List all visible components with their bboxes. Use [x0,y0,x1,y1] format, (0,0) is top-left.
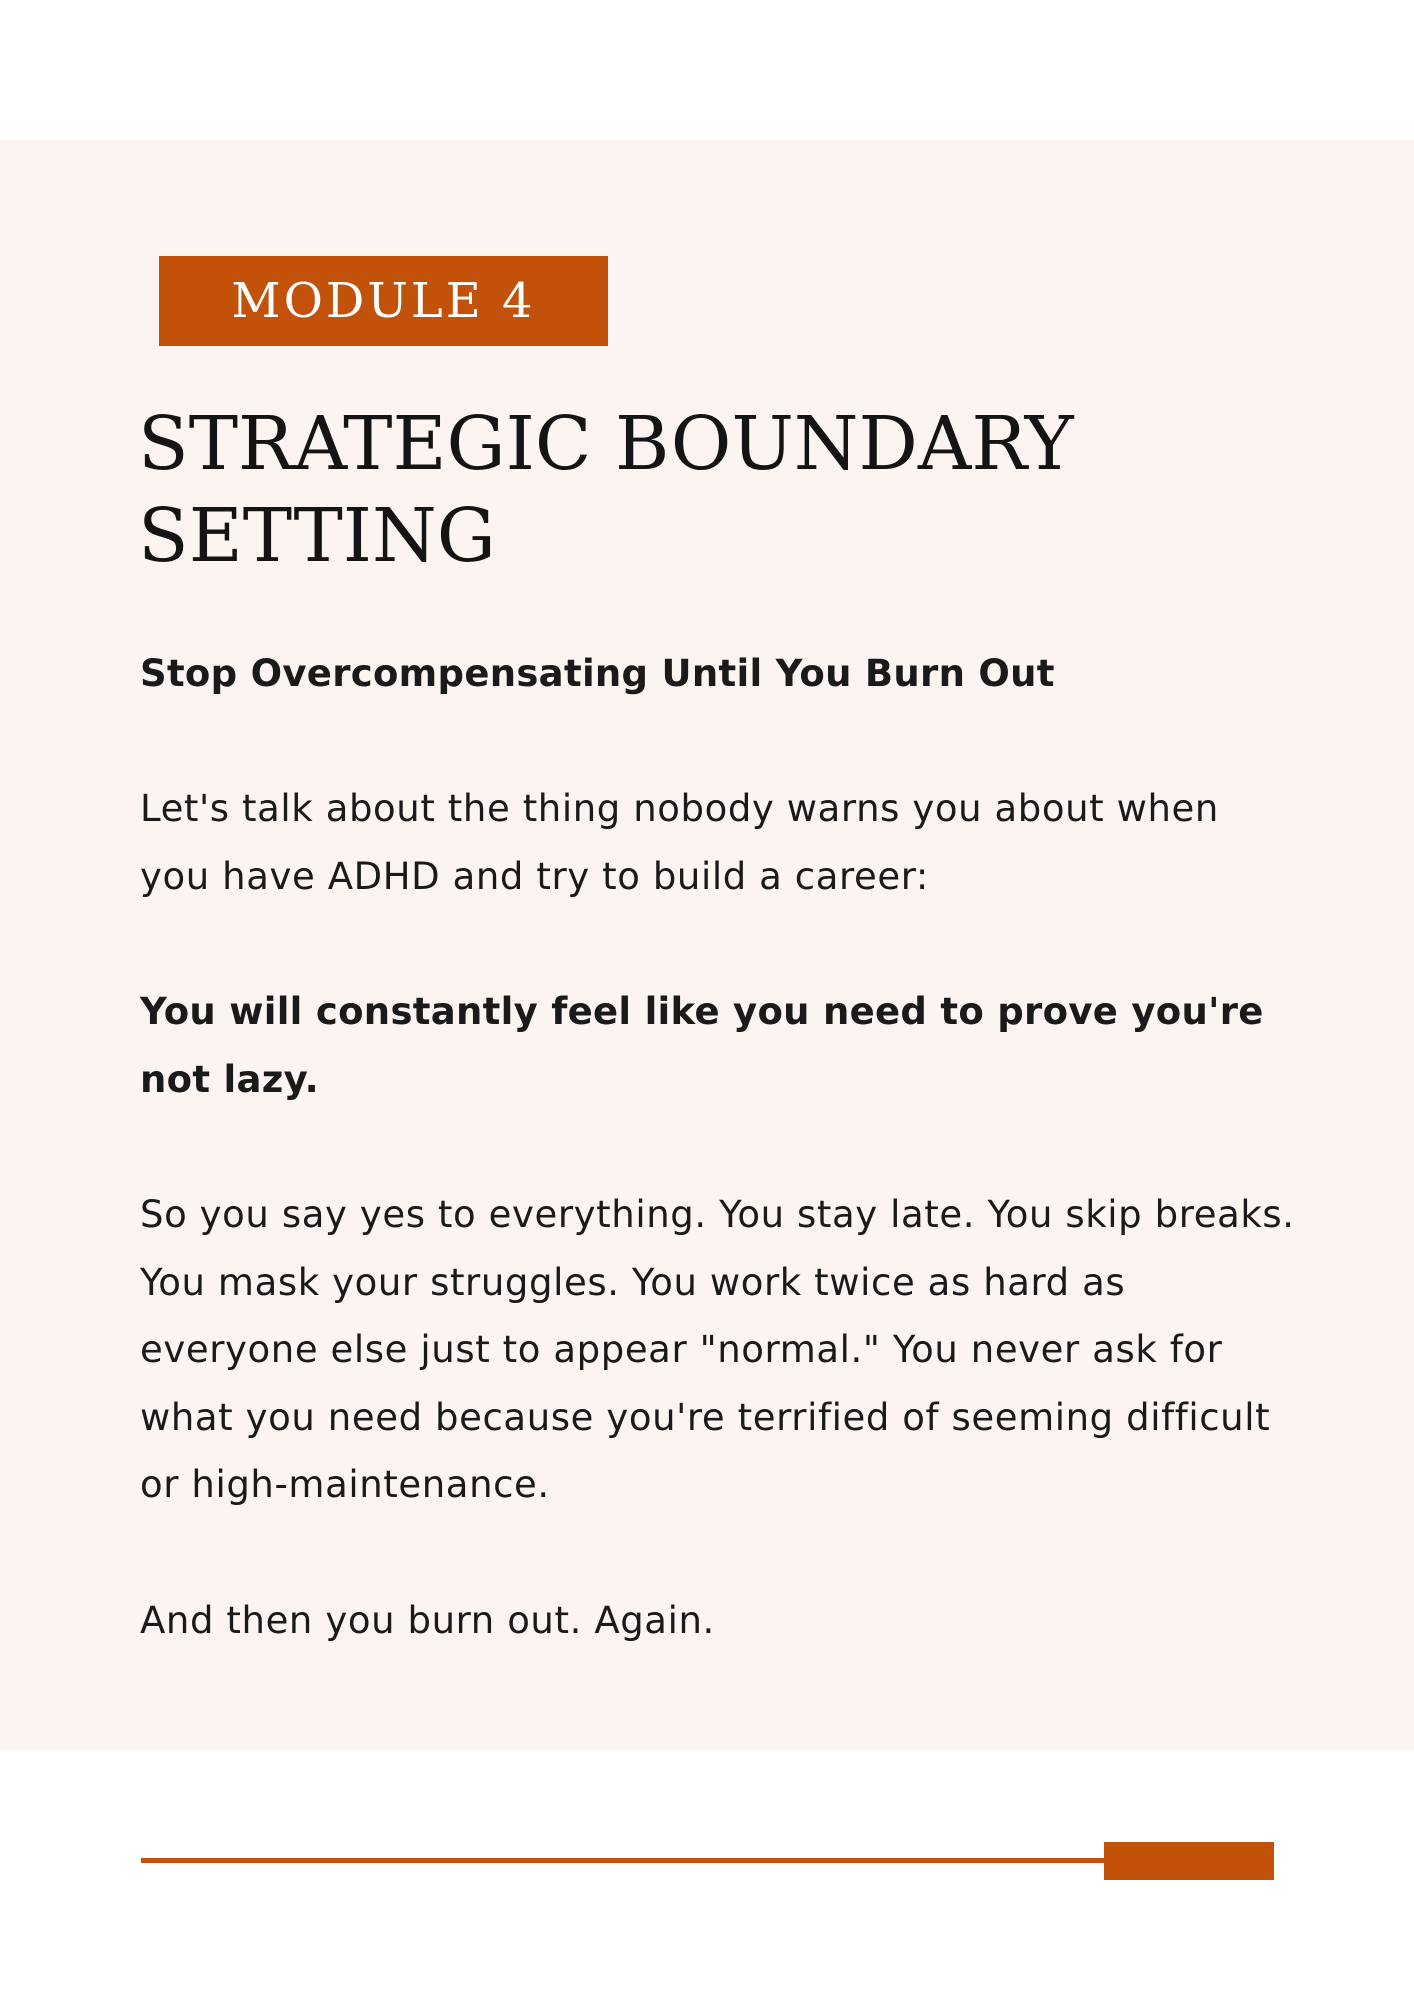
footer-accent-block [1104,1842,1274,1880]
description-paragraph: So you say yes to everything. You stay late. You skip breaks. You mask your struggles. You work twice as hard as everyone else just to appear "normal." You never ask for what you need because you're terrified of seeming difficult or high-maintenance. [140,1193,1295,1506]
intro-paragraph: Let's talk about the thing nobody warns you about when you have ADHD and try to build a career: [140,787,1219,898]
page-title: STRATEGIC BOUNDARY SETTING [138,401,1074,579]
footer-divider-line [141,1858,1107,1863]
section-subtitle: Stop Overcompensating Until You Burn Out [140,652,1055,695]
closing-paragraph: And then you burn out. Again. [140,1599,715,1642]
emphasis-paragraph: You will constantly feel like you need to prove you're not lazy. [140,990,1264,1101]
module-label: MODULE 4 [159,256,608,346]
